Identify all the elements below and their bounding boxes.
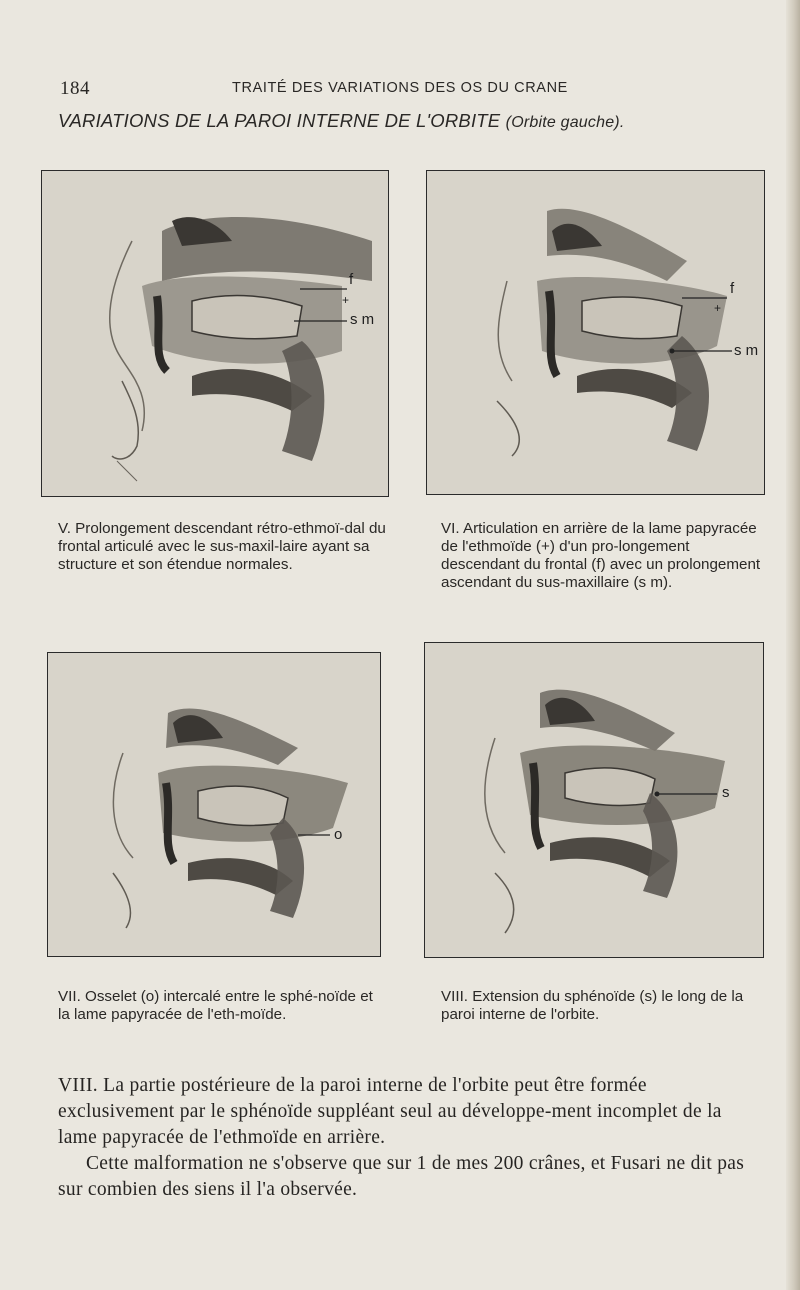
figure-7-caption: VII. Osselet (o) intercalé entre le sphé-noïde et la lame papyracée de l'eth-moïde. [58,988,373,1023]
label-o: o [334,826,343,843]
page-header [0,78,800,102]
label-sm: s m [734,342,759,359]
page-edge [786,0,800,1290]
orbit-drawing-5 [42,171,388,496]
figure-6-caption: VI. Articulation en arrière de la lame papyracée de l'ethmoïde (+) d'un pro-longement descendant du frontal (f) avec un prolongement ascendant du sus-maxillaire (s m). [441,520,761,591]
label-plus: + [342,293,350,307]
plate-title [58,110,778,132]
plate-title-sub: (Orbite gauche). [505,114,625,131]
body-text [58,1073,758,1203]
body-paragraph-1: VIII. La partie postérieure de la paroi interne de l'orbite peut être formée exclusivement par le sphénoïde suppléant seul au développe-ment incomplet de la lame papyracée de l'ethmoïde en arrière. [58,1075,722,1148]
running-title: TRAITÉ DES VARIATIONS DES OS DU CRANE [232,80,568,96]
label-s: s [722,784,730,801]
label-sm: s m [350,311,375,328]
body-paragraph-2: Cette malformation ne s'observe que sur 1 de mes 200 crânes, et Fusari ne dit pas sur combien des siens il l'a observée. [58,1153,745,1200]
figure-6-orbit-illustration [426,170,765,495]
orbit-drawing-8 [425,643,763,957]
label-plus: + [714,301,722,315]
figure-8-caption: VIII. Extension du sphénoïde (s) le long de la paroi interne de l'orbite. [441,988,744,1023]
label-f: f [730,280,735,297]
figure-5-caption: V. Prolongement descendant rétro-ethmoï-dal du frontal articulé avec le sus-maxil-laire ayant sa structure et son étendue normales. [58,520,386,573]
orbit-drawing-7 [48,653,380,956]
plate-title-main: VARIATIONS DE LA PAROI INTERNE DE L'ORBITE [58,110,501,131]
figure-7-orbit-illustration [47,652,381,957]
orbit-drawing-6 [427,171,764,494]
page-number: 184 [60,78,90,99]
figure-5-orbit-illustration [41,170,389,497]
label-f: f [349,271,354,288]
figure-8-orbit-illustration [424,642,764,958]
